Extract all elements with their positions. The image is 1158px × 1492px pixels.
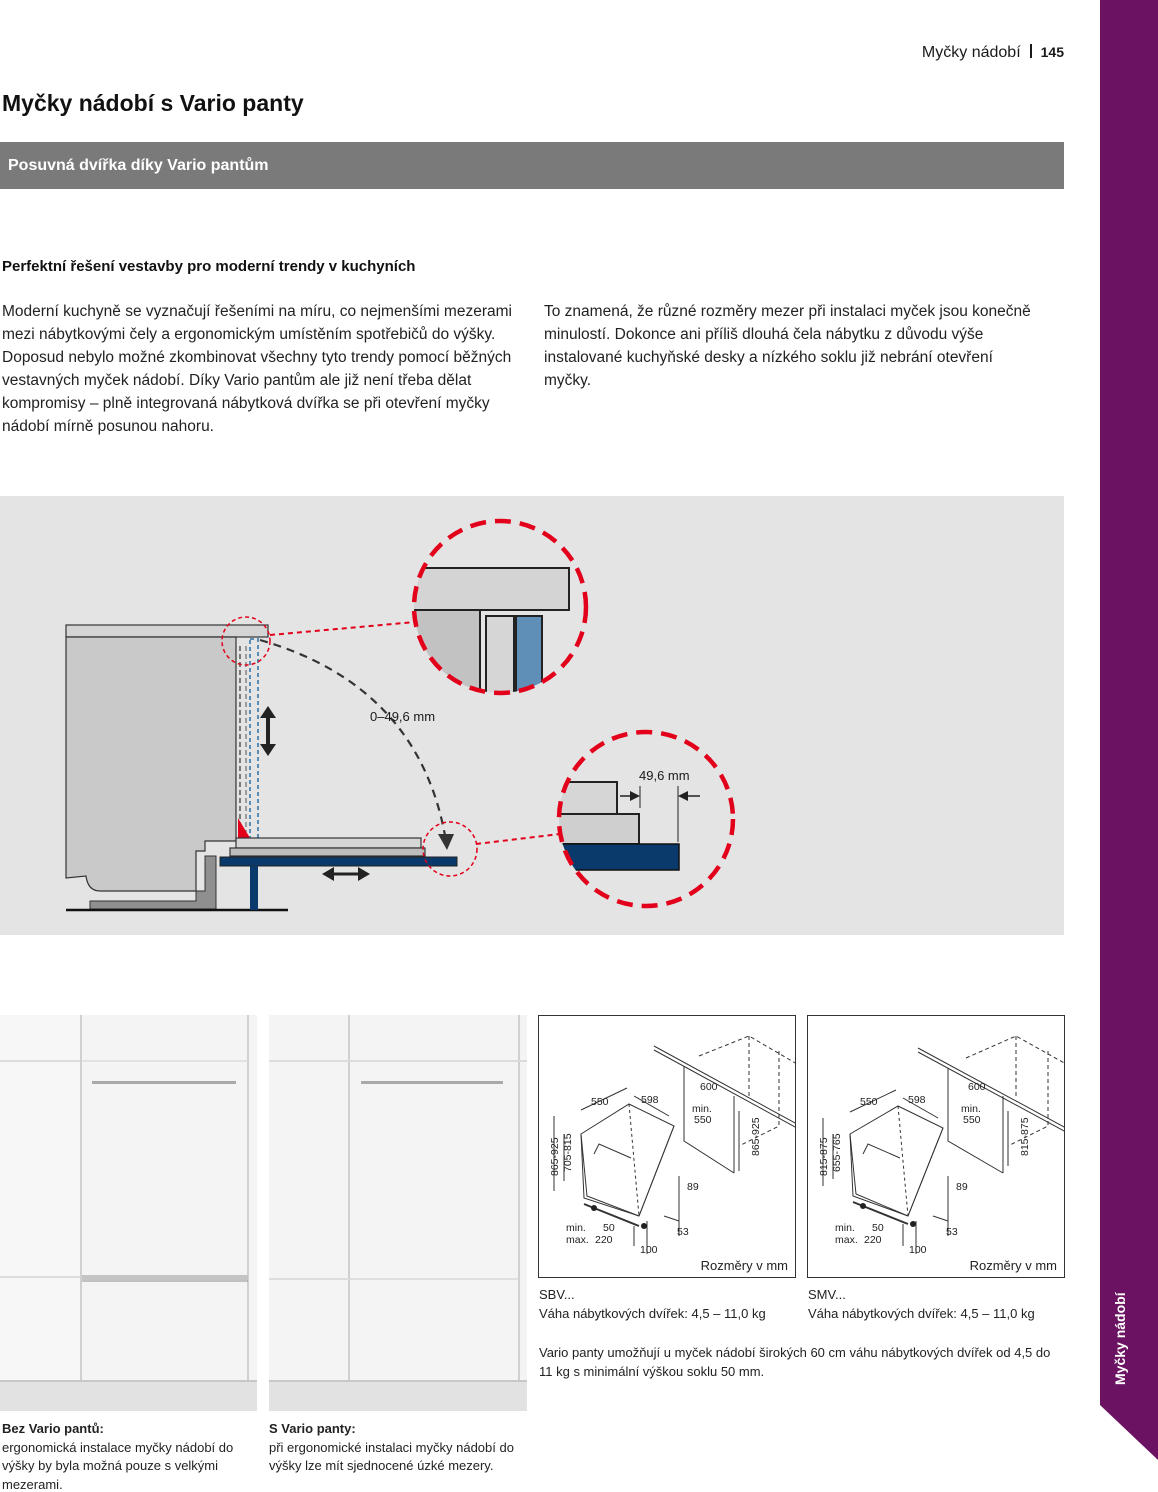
model-smv: SMV... <box>808 1287 846 1302</box>
caption-left-text: ergonomická instalace myčky nádobí do výšky by byla možná pouze s velkými mezerami. <box>2 1439 234 1492</box>
dim-550: 550 <box>860 1096 878 1108</box>
dim-89: 89 <box>687 1181 699 1193</box>
caption-right-text: při ergonomické instalaci myčky nádobí do výšky lze mít sjednocené úzké mezery. <box>269 1439 514 1473</box>
zoom-top-detail <box>405 516 595 706</box>
header-separator <box>1030 44 1032 58</box>
dim-plinth-max: 220 <box>864 1234 882 1246</box>
header-section: Myčky nádobí <box>921 44 1021 61</box>
intro-heading: Perfektní řešení vestavby pro moderní trendy v kuchyních <box>2 258 416 275</box>
vario-note: Vario panty umožňují u myček nádobí širokých 60 cm váhu nábytkových dvířek od 4,5 do 11 kg s minimální výškou soklu 50 mm. <box>539 1345 1051 1379</box>
dim-min-value: 550 <box>963 1114 981 1126</box>
dim-plinth-min-label: min. <box>566 1222 586 1234</box>
spec-unit-sbv: Rozměry v mm <box>700 1258 788 1273</box>
dim-min-value: 550 <box>694 1114 712 1126</box>
dim-plinth-max-label: max. <box>835 1234 858 1246</box>
caption-with-vario <box>269 1420 527 1476</box>
weight-smv: Váha nábytkových dvířek: 4,5 – 11,0 kg <box>808 1306 1035 1321</box>
side-tab-shape <box>1100 0 1158 1492</box>
worktop <box>66 625 268 637</box>
dim-plinth-min-label: min. <box>835 1222 855 1234</box>
caption-left-title: Bez Vario pantů: <box>2 1421 104 1436</box>
spec-card-smv <box>807 1015 1065 1278</box>
dim-min-label: min. <box>692 1103 712 1115</box>
photo-with-vario <box>269 1015 527 1411</box>
dim-598: 598 <box>908 1094 926 1106</box>
weight-sbv: Váha nábytkových dvířek: 4,5 – 11,0 kg <box>539 1306 766 1321</box>
hinge-marker <box>238 818 250 838</box>
arc-label: 0–49,6 mm <box>370 709 436 724</box>
spec-caption-sbv <box>539 1285 766 1323</box>
side-tab <box>1100 0 1158 1492</box>
section-bar <box>0 142 1064 189</box>
highlight-bottom <box>423 822 477 876</box>
dim-height-outer: 865-925 <box>549 1137 561 1176</box>
dim-plinth-min: 50 <box>872 1222 884 1234</box>
section-bar-title: Posuvná dvířka díky Vario pantům <box>8 157 269 174</box>
intro-paragraph-right: To znamená, že různé rozměry mezer při instalaci myček jsou konečně minulostí. Dokonce ani příliš dlouhá čela nábytku z důvodu výše instalované kuchyňské desky a nízkého soklu již nebrání otevření myčky. <box>544 303 1031 389</box>
spec-caption-smv <box>808 1285 1035 1323</box>
dim-53: 53 <box>946 1226 958 1238</box>
caption-without-vario <box>2 1420 257 1492</box>
dim-100: 100 <box>909 1244 927 1256</box>
model-sbv: SBV... <box>539 1287 575 1302</box>
kitchen-fronts-gaps <box>0 1015 257 1411</box>
gap-label: 49,6 mm <box>639 768 690 783</box>
dim-plinth-max-label: max. <box>566 1234 589 1246</box>
hinge-diagram-drawing <box>0 496 1064 935</box>
zoom-bottom-detail <box>555 726 745 916</box>
spec-card-sbv <box>538 1015 796 1278</box>
running-header <box>922 44 1064 62</box>
dim-height-outer: 815-875 <box>818 1137 830 1176</box>
spec-unit-smv: Rozměry v mm <box>969 1258 1057 1273</box>
dim-height-inner: 705-815 <box>562 1133 574 1172</box>
page-title: Myčky nádobí s Vario panty <box>2 90 304 116</box>
dim-600: 600 <box>968 1081 986 1093</box>
dim-89: 89 <box>956 1181 968 1193</box>
dim-53: 53 <box>677 1226 689 1238</box>
dim-600: 600 <box>700 1081 718 1093</box>
intro-paragraph-left: Moderní kuchyně se vyznačují řešeními na míru, co nejmenšími mezerami mezi nábytkovými čely a ergonomickým umístěním spotřebičů do výšky. Doposud nebylo možné zkombinovat všechny tyto trendy pomocí běžných vestavných myček nádobí. Díky Vario pantům ale již není třeba dělat kompromisy – plně integrovaná nábytková dvířka se při otevření myčky nádobí mírně posunou nahoru. <box>2 303 512 435</box>
dim-plinth-min: 50 <box>603 1222 615 1234</box>
dim-height-inner: 655-765 <box>831 1133 843 1172</box>
dim-100: 100 <box>640 1244 658 1256</box>
vario-hinge-diagram <box>0 496 1064 935</box>
caption-right-title: S Vario panty: <box>269 1421 356 1436</box>
door-open-inner <box>236 838 421 848</box>
swing-arc <box>260 640 446 841</box>
furniture-front-open <box>220 857 457 866</box>
photo-without-vario <box>0 1015 257 1411</box>
dim-598: 598 <box>641 1094 659 1106</box>
dim-plinth-max: 220 <box>595 1234 613 1246</box>
dim-height-right: 865-925 <box>750 1117 762 1156</box>
furniture-front-closed <box>250 639 258 847</box>
dim-550: 550 <box>591 1096 609 1108</box>
kitchen-fronts-uniform <box>269 1015 527 1411</box>
dim-height-right: 815-875 <box>1019 1117 1031 1156</box>
dishwasher-body <box>66 637 236 891</box>
dim-min-label: min. <box>961 1103 981 1115</box>
page-number: 145 <box>1040 44 1064 60</box>
